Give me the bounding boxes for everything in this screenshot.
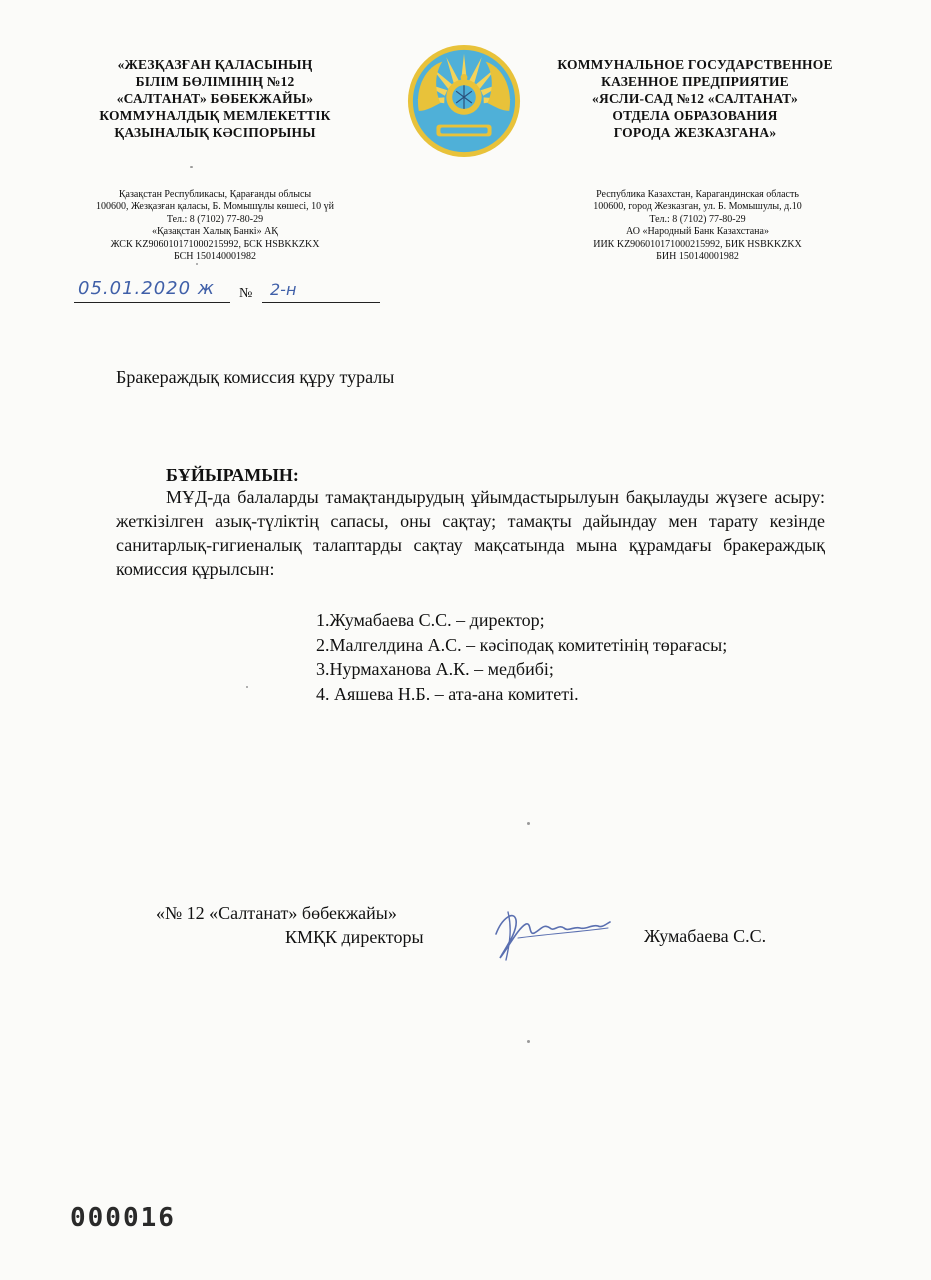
paper-speck <box>527 822 530 825</box>
list-item: 4. Аяшева Н.Б. – ата-ана комитеті. <box>316 683 579 704</box>
paper-speck <box>246 686 248 688</box>
address-kz-line: 100600, Жезқазған қаласы, Б. Момышұлы көшесі, 10 үй <box>95 201 335 213</box>
org-kz-line: КОММУНАЛДЫҚ МЕМЛЕКЕТТІК <box>99 108 331 123</box>
address-ru-line: АО «Народный Банк Казахстана» <box>626 226 769 238</box>
org-ru-line: КОММУНАЛЬНОЕ ГОСУДАРСТВЕННОЕ <box>557 57 833 72</box>
org-ru-line: ОТДЕЛА ОБРАЗОВАНИЯ <box>612 108 778 123</box>
paper-speck <box>190 166 193 168</box>
org-kz-line: БІЛІМ БӨЛІМІНІҢ №12 <box>135 74 295 89</box>
address-kz-line: ЖСК KZ906010171000215992, БСК HSBKKZKX <box>110 238 320 250</box>
list-item: 2.Малгелдина А.С. – кәсіподақ комитетінің төрағасы; <box>316 634 728 655</box>
list-item: 1.Жумабаева С.С. – директор; <box>316 610 545 630</box>
number-underline <box>262 302 380 303</box>
address-kz-line: «Қазақстан Халық Банкі» АҚ <box>152 226 278 238</box>
address-ru-line: Тел.: 8 (7102) 77-80-29 <box>649 213 746 225</box>
address-ru-line: БИН 150140001982 <box>656 251 739 263</box>
list-item: 3.Нурмаханова А.К. – медбибі; <box>316 659 554 679</box>
registration-row <box>74 276 394 306</box>
document-subject: Бракераждық комиссия құру туралы <box>116 367 395 387</box>
paper-speck <box>527 1040 530 1043</box>
address-ru-line: 100600, город Жезказган, ул. Б. Момышулы, д.10 <box>593 201 802 213</box>
address-block-russian <box>545 189 850 263</box>
signatory-position: КМҚК директоры <box>285 927 424 947</box>
address-ru-line: Республика Казахстан, Карагандинская область <box>596 189 799 200</box>
serial-number: 000016 <box>70 1203 176 1233</box>
paper-speck <box>196 263 198 265</box>
handwritten-signature-icon <box>488 898 616 964</box>
address-kz-line: Қазақстан Республикасы, Қарағанды облысы <box>118 189 312 200</box>
organization-name-kazakh <box>70 56 360 141</box>
organization-name-russian <box>540 56 850 141</box>
org-ru-line: «ЯСЛИ-САД №12 «САЛТАНАТ» <box>592 91 798 106</box>
signatory-name: Жумабаева С.С. <box>644 926 767 946</box>
address-block-kazakh <box>70 189 360 263</box>
signatory-organization: «№ 12 «Салтанат» бөбекжайы» <box>156 903 397 923</box>
kazakhstan-state-emblem-icon <box>405 42 523 160</box>
org-kz-line: «ЖЕЗҚАЗҒАН ҚАЛАСЫНЫҢ <box>117 57 313 72</box>
order-body-paragraph: МҰД-да балаларды тамақтандырудың ұйымдастырылуын бақылауды жүзеге асыру: жеткізілген азық-түліктің сапасы, оны сақтау; тамақты дайындау мен тарату кезінде санитарлық-гигиеналық талаптарды сақтау мақсатында мына құрамдағы бракераждық комиссия құрылсын: <box>116 487 825 579</box>
address-ru-line: ИИК KZ906010171000215992, БИК HSBKKZKX <box>593 238 802 250</box>
address-kz-line: Тел.: 8 (7102) 77-80-29 <box>166 213 264 225</box>
number-label: № <box>239 286 253 301</box>
registration-number: 2-н <box>270 280 297 299</box>
org-kz-line: «САЛТАНАТ» БӨБЕКЖАЙЫ» <box>116 91 314 106</box>
address-kz-line: БСН 150140001982 <box>173 251 257 263</box>
org-ru-line: ГОРОДА ЖЕЗКАЗГАНА» <box>613 125 777 140</box>
order-heading: БҰЙЫРАМЫН: <box>166 465 299 485</box>
commission-members-list <box>316 608 727 706</box>
date-underline <box>74 302 230 303</box>
registration-date: 05.01.2020 ж <box>78 278 215 299</box>
org-kz-line: ҚАЗЫНАЛЫҚ КӘСІПОРЫНЫ <box>114 125 316 140</box>
org-ru-line: КАЗЕННОЕ ПРЕДПРИЯТИЕ <box>601 74 789 89</box>
